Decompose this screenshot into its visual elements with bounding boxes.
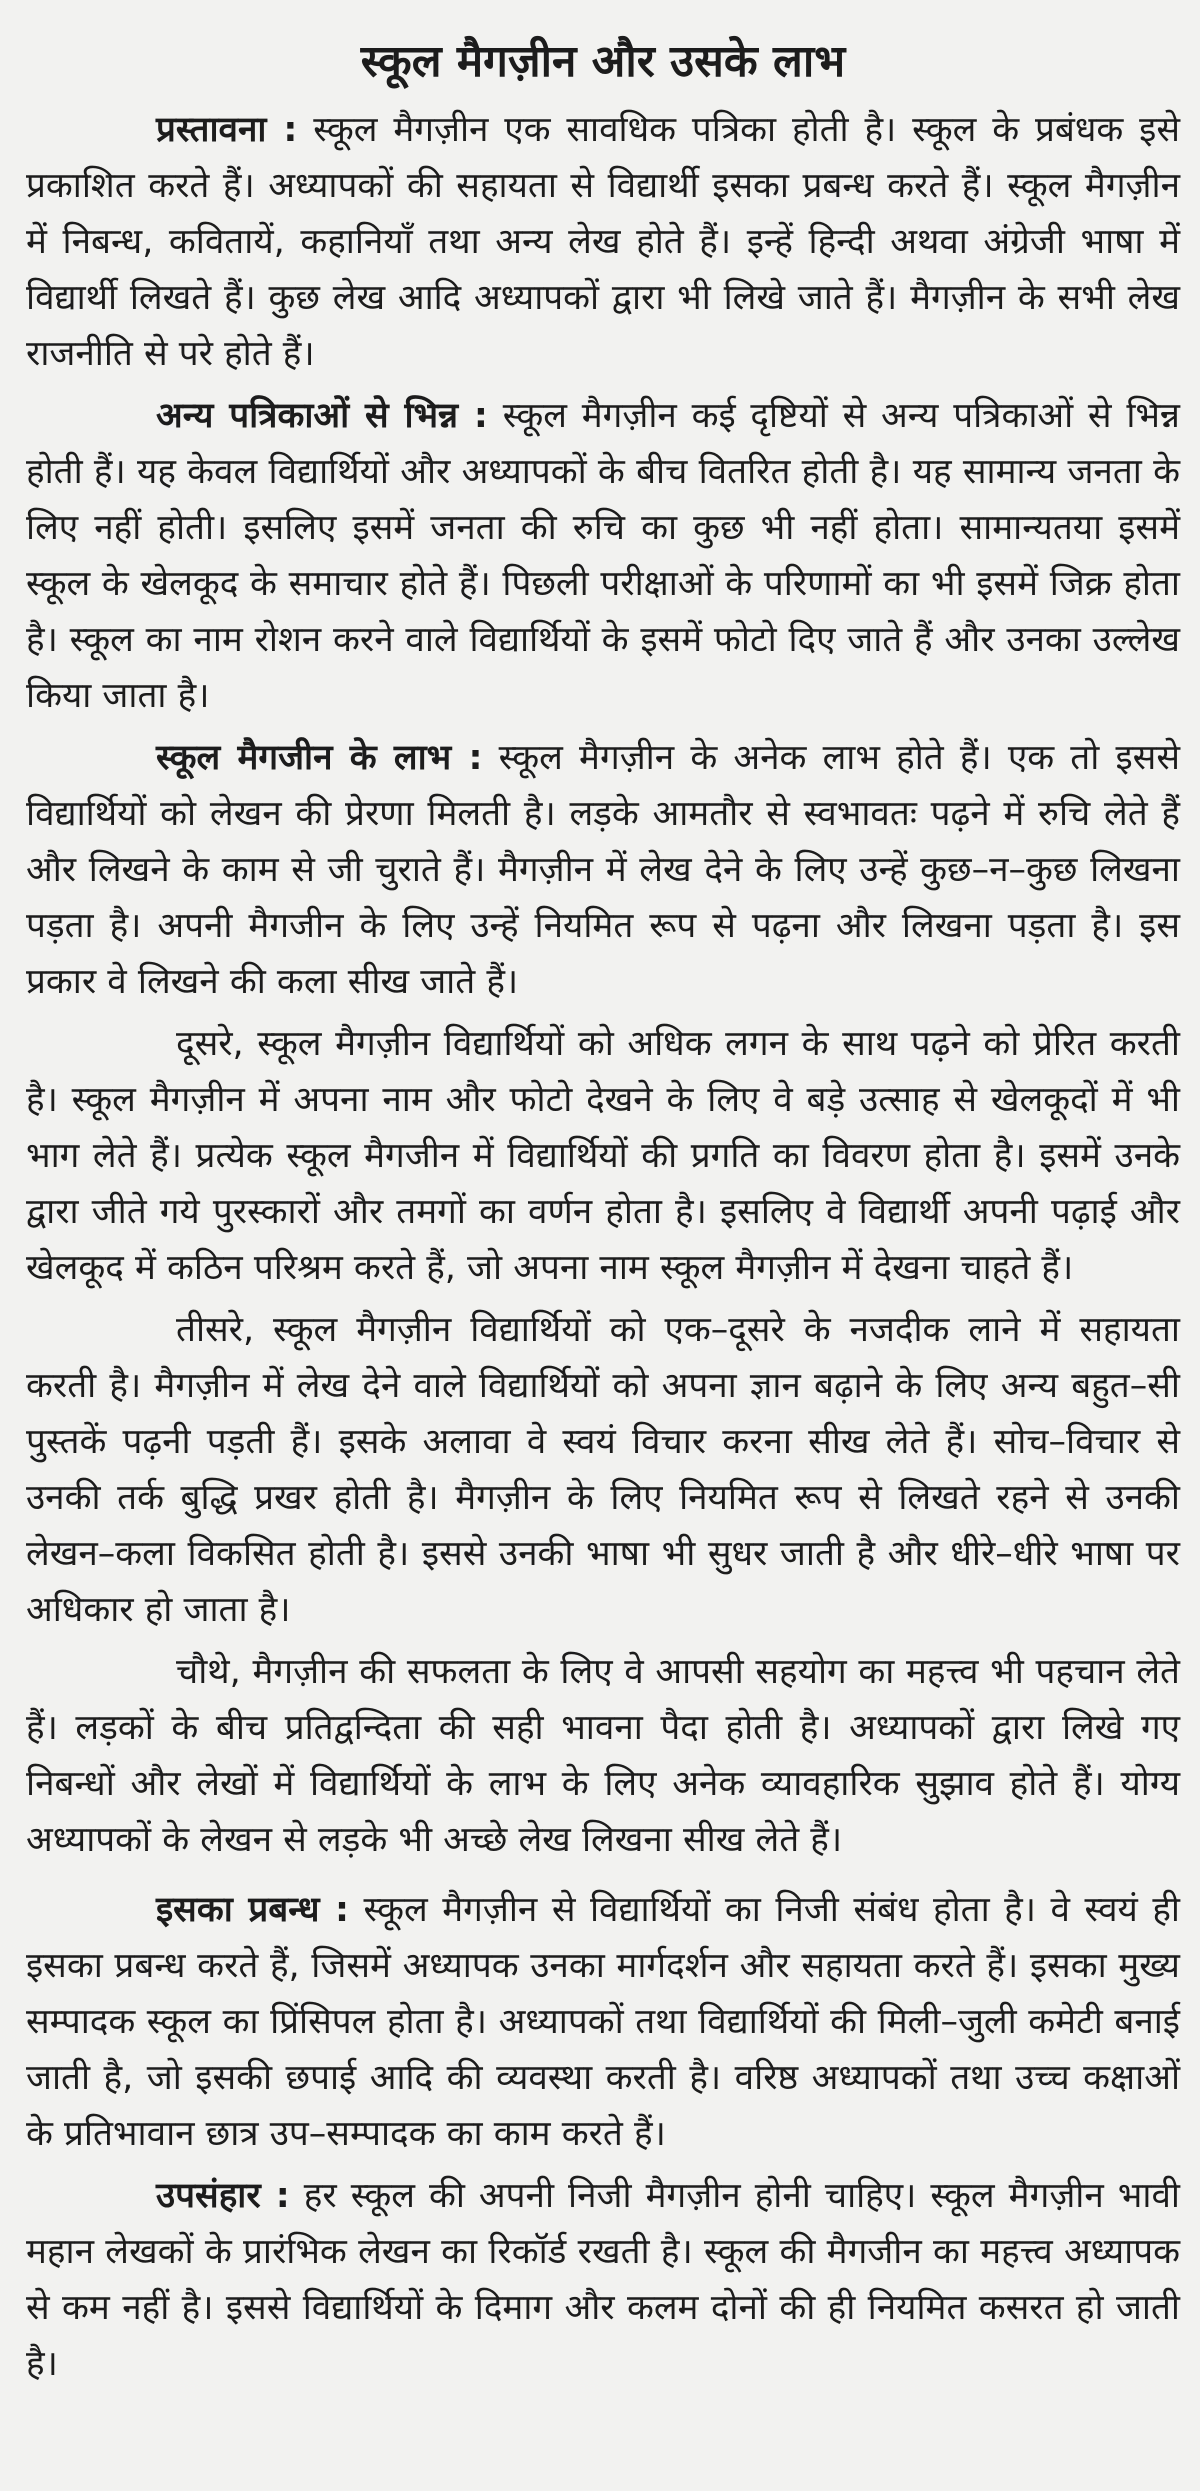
paragraph-conclusion <box>26 2168 1180 2392</box>
paragraph-introduction <box>26 102 1180 382</box>
paragraph-management <box>26 1882 1180 2162</box>
text-different: स्कूल मैगज़ीन कई दृष्टियों से अन्य पत्रिकाओं से भिन्न होती हैं। यह केवल विद्यार्थियों और अध्यापकों के बीच वितरित होती है। यह सामान्य जनता के लिए नहीं होती। इसलिए इसमें जनता की रुचि का कुछ भी नहीं होता। सामान्यतया इसमें स्कूल के खेलकूद के समाचार होते हैं। पिछली परीक्षाओं के परिणामों का भी इसमें जिक्र होता है। स्कूल का नाम रोशन करने वाले विद्यार्थियों के इसमें फोटो दिए जाते हैं और उनका उल्लेख किया जाता है। <box>26 396 1180 716</box>
paragraph-different <box>26 388 1180 724</box>
spacer <box>26 1874 1180 1882</box>
page-title: स्कूल मैगज़ीन और उसके लाभ <box>360 36 846 87</box>
paragraph-second-benefit: दूसरे, स्कूल मैगज़ीन विद्यार्थियों को अधिक लगन के साथ पढ़ने को प्रेरित करती है। स्कूल मैगज़ीन में अपना नाम और फोटो देखने के लिए वे बड़े उत्साह से खेलकूदों में भी भाग लेते हैं। प्रत्येक स्कूल मैगजीन में विद्यार्थियों की प्रगति का विवरण होता है। इसमें उनके द्वारा जीते गये पुरस्कारों और तमगों का वर्णन होता है। इसलिए वे विद्यार्थी अपनी पढ़ाई और खेलकूद में कठिन परिश्रम करते हैं, जो अपना नाम स्कूल मैगज़ीन में देखना चाहते हैं। <box>26 1024 1180 1288</box>
heading-conclusion: उपसंहार : <box>156 2176 290 2216</box>
text-management: स्कूल मैगज़ीन से विद्यार्थियों का निजी संबंध होता है। वे स्वयं ही इसका प्रबन्ध करते हैं, जिसमें अध्यापक उनका मार्गदर्शन और सहायता करते हैं। इसका मुख्य सम्पादक स्कूल का प्रिंसिपल होता है। अध्यापकों तथा विद्यार्थियों की मिली–जुली कमेटी बनाई जाती है, जो इसकी छपाई आदि की व्यवस्था करती है। वरिष्ठ अध्यापकों तथा उच्च कक्षाओं के प्रतिभावान छात्र उप–सम्पादक का काम करते हैं। <box>26 1890 1180 2154</box>
paragraph-fourth-benefit: चौथे, मैगज़ीन की सफलता के लिए वे आपसी सहयोग का महत्त्व भी पहचान लेते हैं। लड़कों के बीच प्रतिद्वन्दिता की सही भावना पैदा होती है। अध्यापकों द्वारा लिखे गए निबन्धों और लेखों में विद्यार्थियों के लाभ के लिए अनेक व्यावहारिक सुझाव होते हैं। योग्य अध्यापकों के लेखन से लड़के भी अच्छे लेख लिखना सीख लेते हैं। <box>26 1652 1180 1860</box>
heading-introduction: प्रस्तावना : <box>156 110 298 150</box>
text-introduction: स्कूल मैगज़ीन एक सावधिक पत्रिका होती है। स्कूल के प्रबंधक इसे प्रकाशित करते हैं। अध्यापकों की सहायता से विद्यार्थी इसका प्रबन्ध करते हैं। स्कूल मैगज़ीन में निबन्ध, कवितायें, कहानियाँ तथा अन्य लेख होते हैं। इन्हें हिन्दी अथवा अंग्रेजी भाषा में विद्यार्थी लिखते हैं। कुछ लेख आदि अध्यापकों द्वारा भी लिखे जाते हैं। मैगज़ीन के सभी लेख राजनीति से परे होते हैं। <box>26 110 1180 374</box>
paragraph-benefits <box>26 730 1180 1010</box>
heading-different: अन्य पत्रिकाओं से भिन्न : <box>156 396 488 436</box>
heading-benefits: स्कूल मैगजीन के लाभ : <box>156 738 483 778</box>
heading-management: इसका प्रबन्ध : <box>156 1890 350 1930</box>
paragraph-third-benefit: तीसरे, स्कूल मैगज़ीन विद्यार्थियों को एक–दूसरे के नजदीक लाने में सहायता करती है। मैगज़ीन में लेख देने वाले विद्यार्थियों को अपना ज्ञान बढ़ाने के लिए अन्य बहुत–सी पुस्तकें पढ़नी पड़ती हैं। इसके अलावा वे स्वयं विचार करना सीख लेते हैं। सोच–विचार से उनकी तर्क बुद्धि प्रखर होती है। मैगज़ीन के लिए नियमित रूप से लिखते रहने से उनकी लेखन–कला विकसित होती है। इससे उनकी भाषा भी सुधर जाती है और धीरे–धीरे भाषा पर अधिकार हो जाता है। <box>26 1310 1180 1630</box>
text-conclusion: हर स्कूल की अपनी निजी मैगज़ीन होनी चाहिए। स्कूल मैगज़ीन भावी महान लेखकों के प्रारंभिक लेखन का रिकॉर्ड रखती है। स्कूल की मैगजीन का महत्त्व अध्यापक से कम नहीं है। इससे विद्यार्थियों के दिमाग और कलम दोनों की ही नियमित कसरत हो जाती है। <box>26 2176 1180 2384</box>
text-benefits: स्कूल मैगज़ीन के अनेक लाभ होते हैं। एक तो इससे विद्यार्थियों को लेखन की प्रेरणा मिलती है। लड़के आमतौर से स्वभावतः पढ़ने में रुचि लेते हैं और लिखने के काम से जी चुराते हैं। मैगज़ीन में लेख देने के लिए उन्हें कुछ–न–कुछ लिखना पड़ता है। अपनी मैगजीन के लिए उन्हें नियमित रूप से पढ़ना और लिखना पड़ता है। इस प्रकार वे लिखने की कला सीख जाते हैं। <box>26 738 1180 1002</box>
